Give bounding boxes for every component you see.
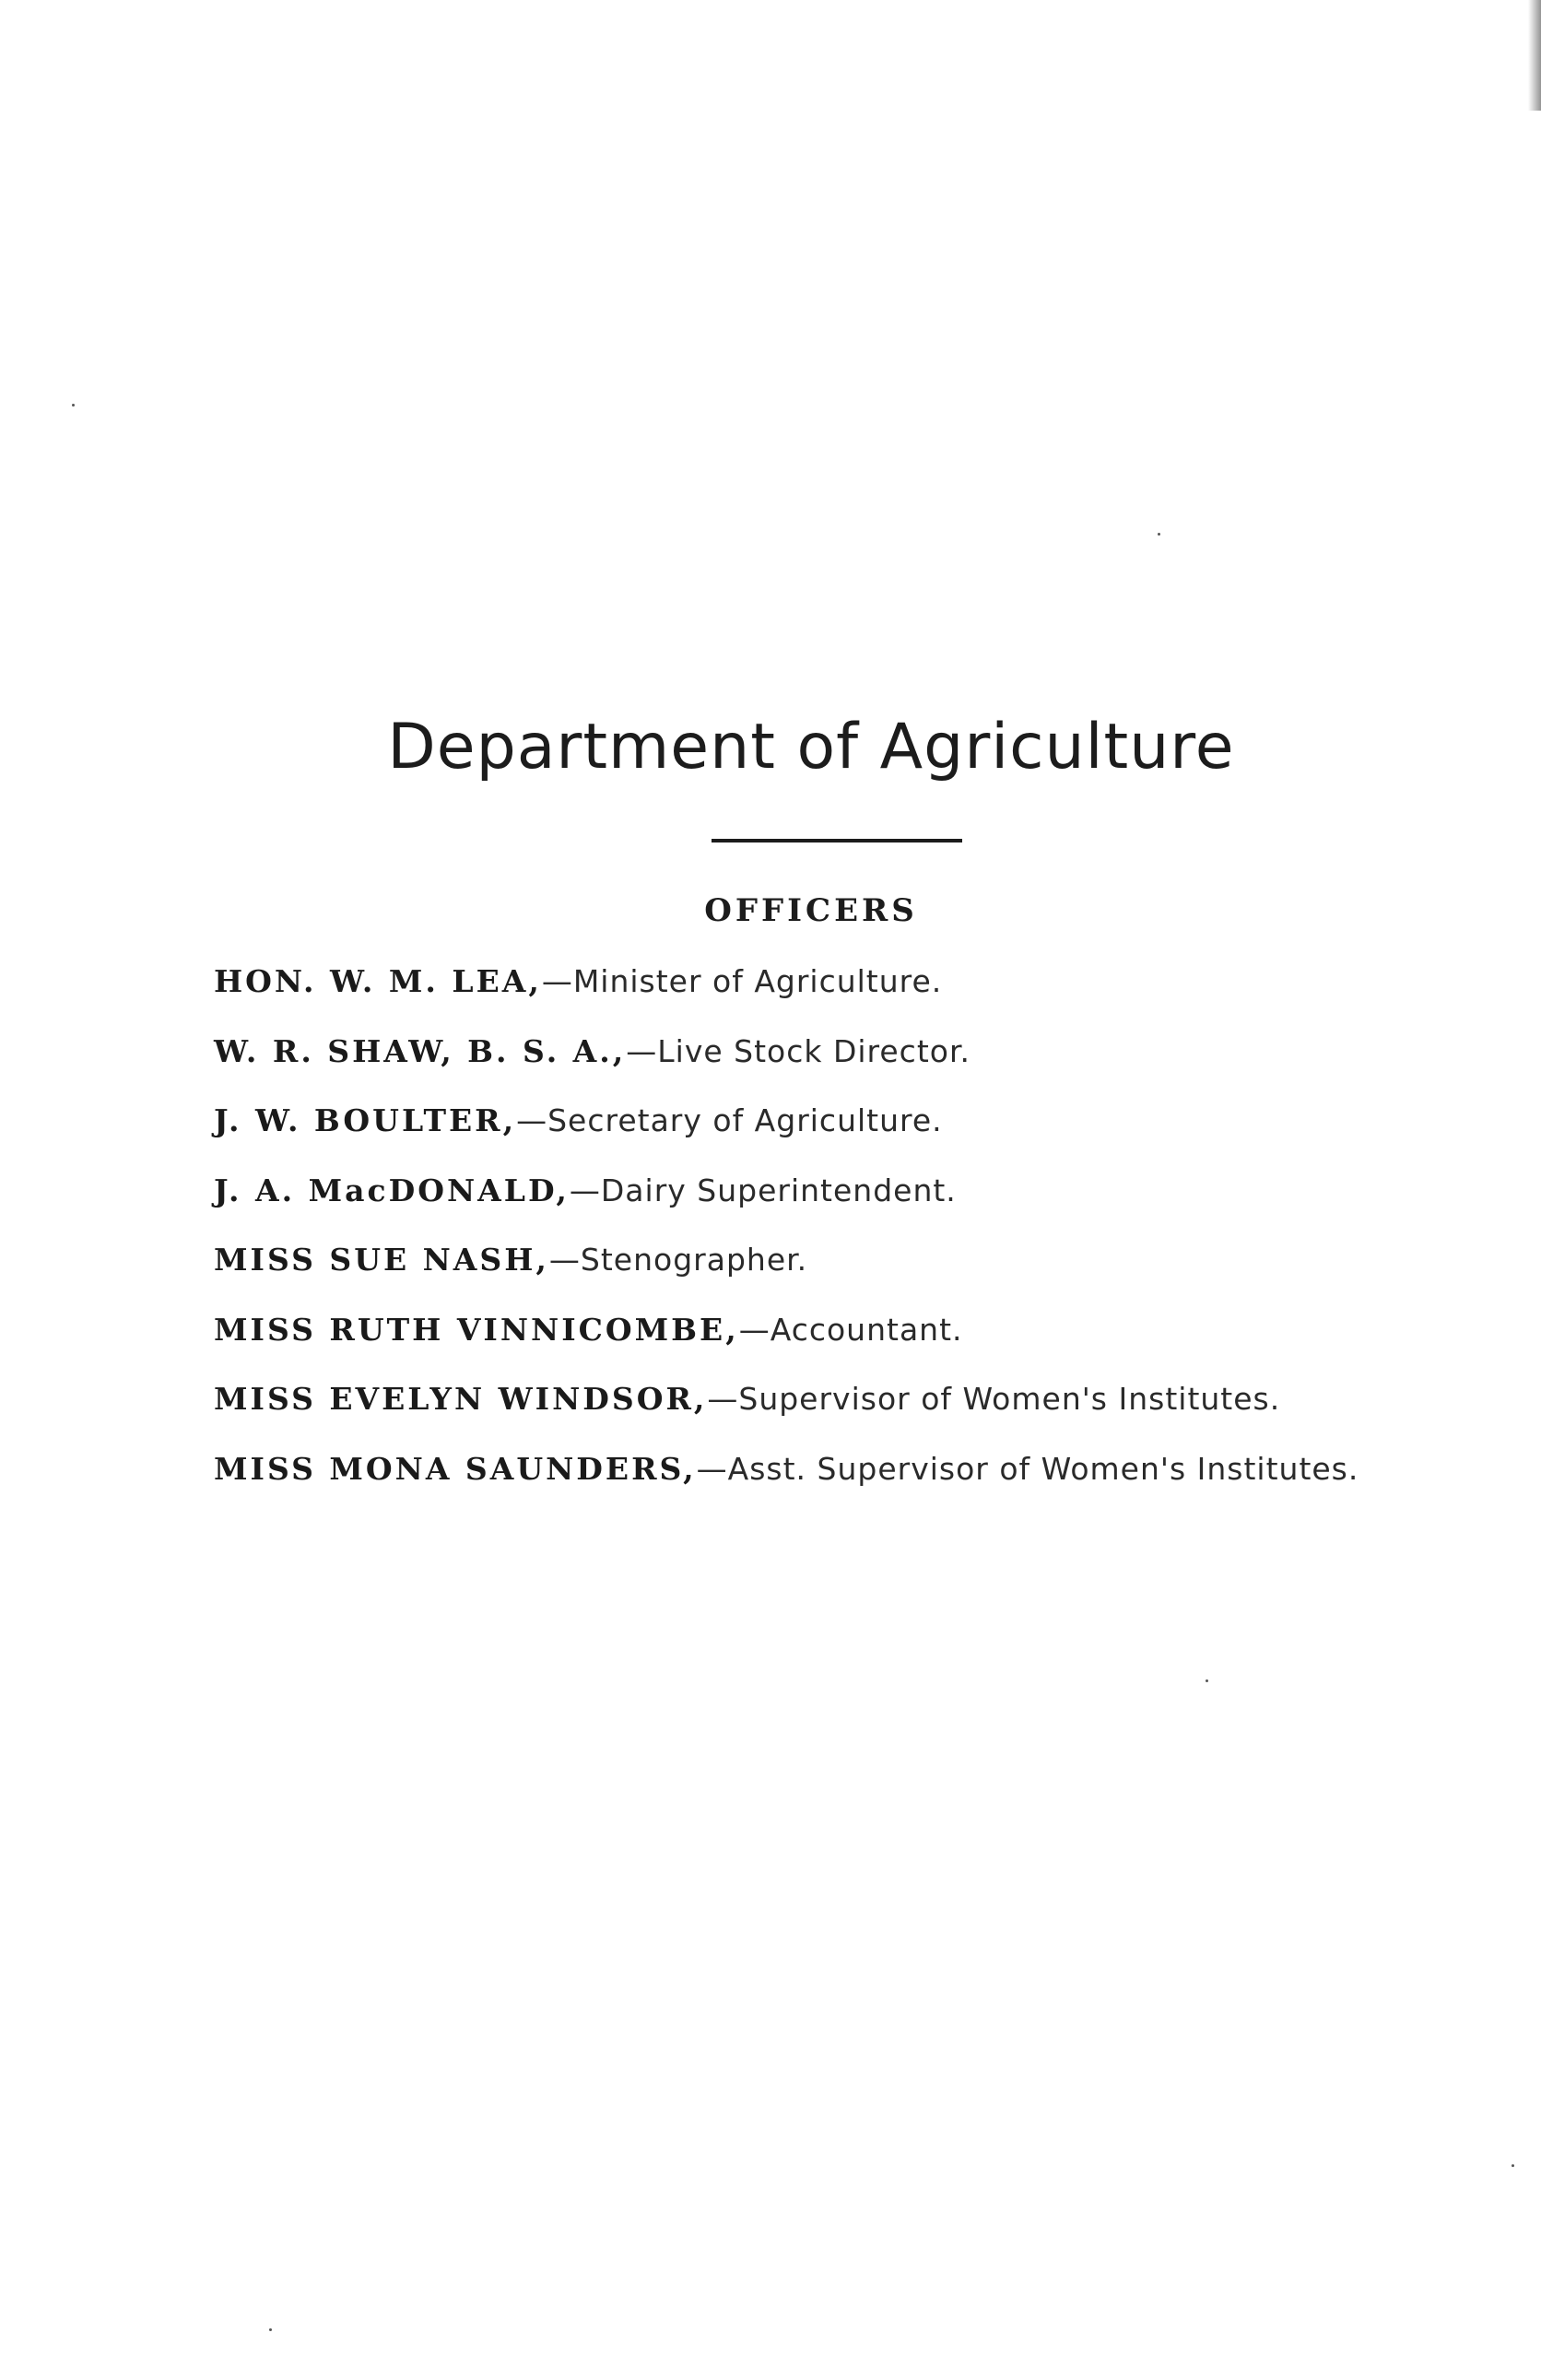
officers-heading: OFFICERS bbox=[704, 892, 918, 929]
officer-name: MISS RUTH VINNICOMBE, bbox=[214, 1311, 739, 1348]
officer-entry bbox=[214, 1446, 1541, 1516]
officer-entry bbox=[214, 1168, 1541, 1238]
page-edge-shadow bbox=[1528, 0, 1541, 111]
print-speck bbox=[269, 2328, 272, 2331]
print-speck bbox=[1206, 1679, 1208, 1682]
print-speck bbox=[1512, 2164, 1514, 2167]
officer-entry bbox=[214, 1307, 1541, 1377]
officer-name: HON. W. M. LEA, bbox=[214, 963, 542, 999]
officer-role: —Live Stock Director. bbox=[626, 1032, 970, 1069]
officer-role: —Secretary of Agriculture. bbox=[516, 1102, 943, 1138]
officer-entry bbox=[214, 1237, 1541, 1307]
officer-role: —Supervisor of Women's Institutes. bbox=[707, 1381, 1281, 1417]
officer-entry bbox=[214, 959, 1541, 1029]
officer-entry bbox=[214, 1098, 1541, 1168]
officer-list bbox=[214, 959, 1541, 1515]
page-title: Department of Agriculture bbox=[387, 711, 1235, 784]
print-speck bbox=[1158, 533, 1160, 536]
officer-name: W. R. SHAW, B. S. A., bbox=[214, 1032, 627, 1069]
officer-entry bbox=[214, 1029, 1541, 1099]
officer-entry bbox=[214, 1376, 1541, 1446]
officer-name: J. A. MacDONALD, bbox=[214, 1172, 570, 1208]
officer-role: —Asst. Supervisor of Women's Institutes. bbox=[696, 1450, 1359, 1487]
officer-role: —Accountant. bbox=[738, 1311, 963, 1348]
officer-name: MISS MONA SAUNDERS, bbox=[214, 1450, 697, 1487]
officer-role: —Dairy Superintendent. bbox=[569, 1172, 957, 1208]
officer-name: J. W. BOULTER, bbox=[214, 1102, 517, 1138]
title-divider bbox=[712, 839, 962, 842]
officer-role: —Minister of Agriculture. bbox=[541, 963, 943, 999]
officer-name: MISS SUE NASH, bbox=[214, 1242, 549, 1278]
print-speck bbox=[72, 404, 75, 406]
officer-role: —Stenographer. bbox=[548, 1242, 808, 1278]
officer-name: MISS EVELYN WINDSOR, bbox=[214, 1381, 708, 1417]
